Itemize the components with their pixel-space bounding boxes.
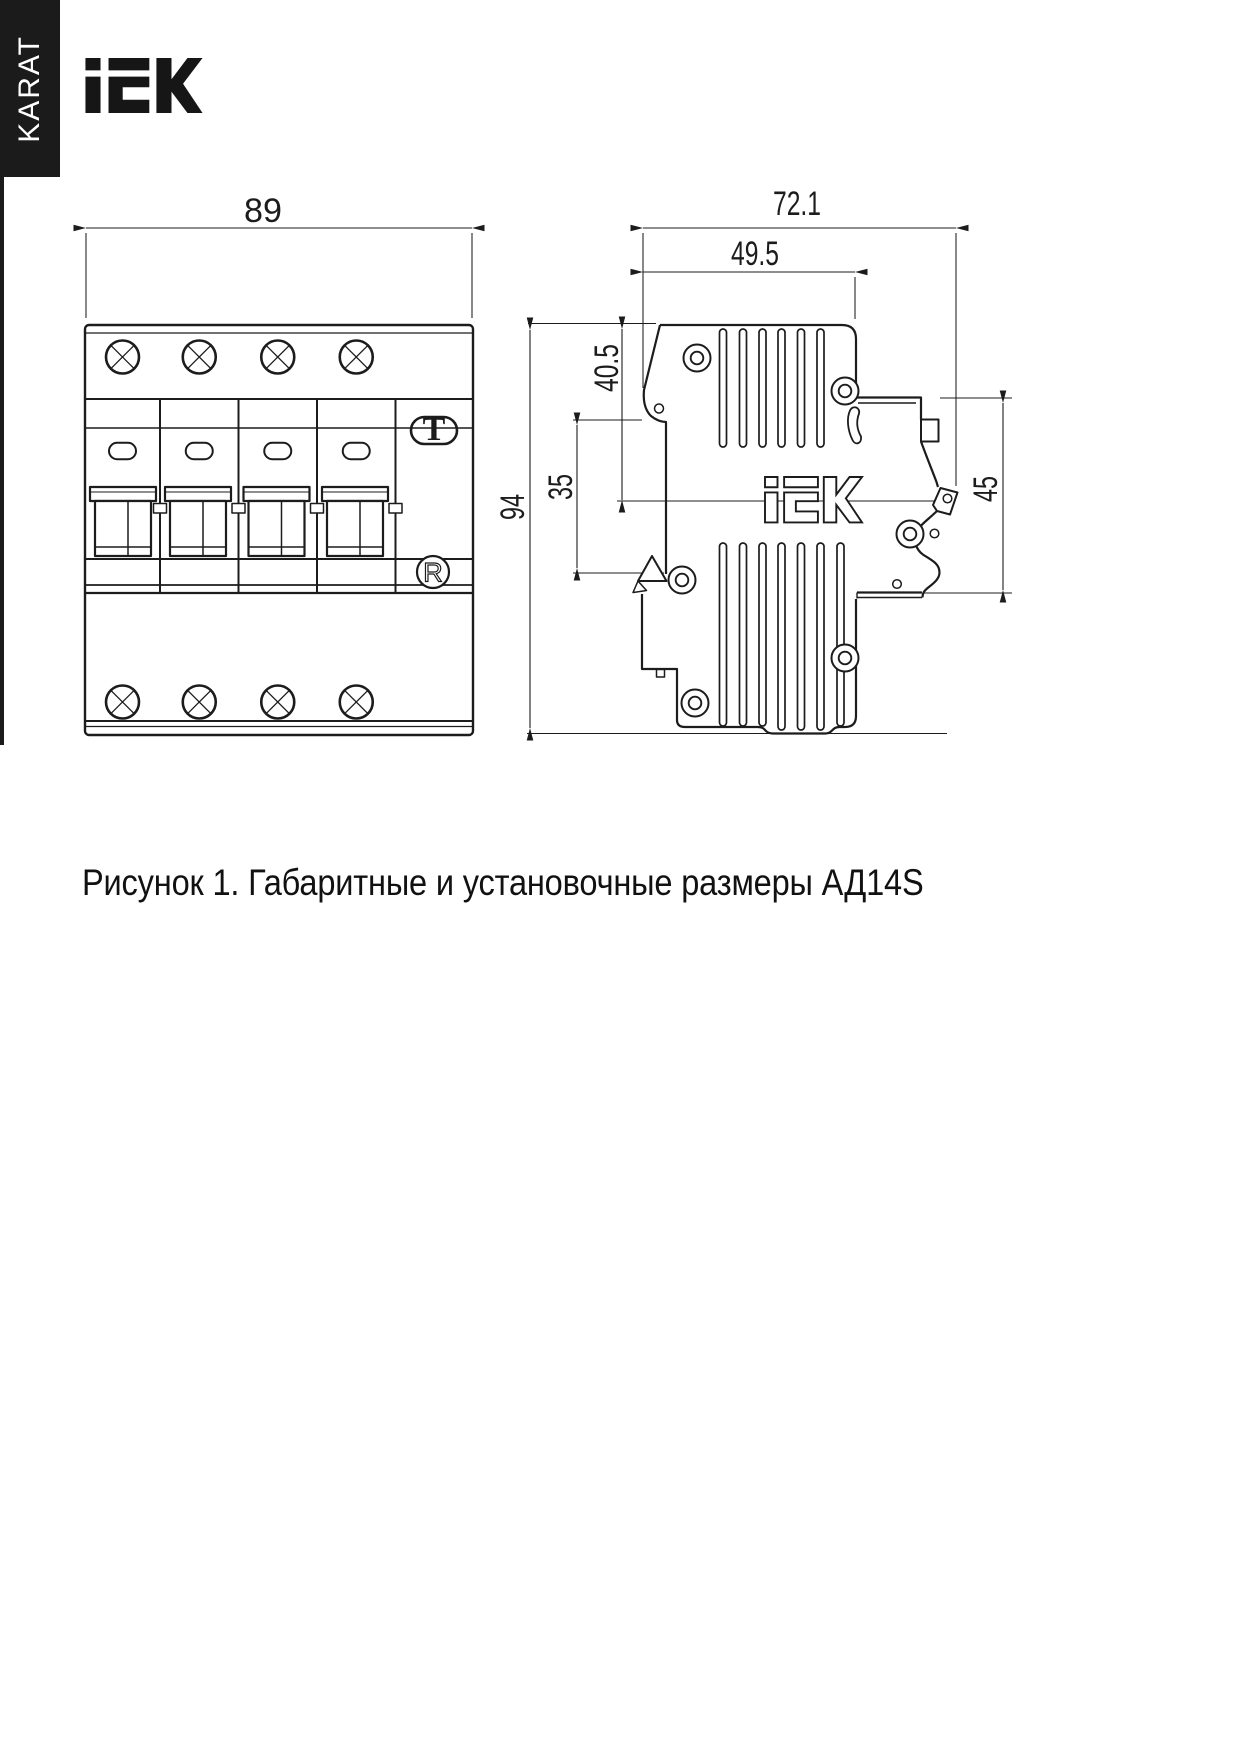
screw-icon [183,686,216,719]
release-slot [848,407,861,443]
pole-link-pin [311,504,324,514]
front-width-dimension [86,192,472,318]
clip-arrow-fold [633,581,647,593]
side-dimensions [494,185,1012,734]
screw-head-icon [897,521,924,548]
karat-label: KARAT [13,34,46,143]
front-view [85,192,473,735]
pole-link-pin [232,504,245,514]
dim-94-label: 94 [494,482,532,520]
screw-icon [340,341,373,374]
bottom-clip-tab [657,670,665,678]
toggle-handle [322,487,388,556]
housing-screws [669,345,924,717]
toggle-handle [244,487,310,556]
registered-mark-label: R [423,557,443,588]
pilot-hole [655,404,664,413]
iek-embossed-logo [765,477,862,522]
screw-icon [261,341,294,374]
registered-mark-icon [417,556,449,588]
pilot-hole [893,580,902,589]
dim-49-5-label: 49.5 [731,235,779,273]
screw-icon [106,341,139,374]
dim-45-label: 45 [967,464,1005,502]
dim-40-5-label: 40.5 [588,325,626,392]
rail-guide-tab [921,420,939,442]
screw-head-icon [669,567,696,594]
test-button-label: T [422,411,446,448]
test-button [411,411,457,448]
toggle-handle [165,487,231,556]
screw-head-icon [832,645,859,672]
vent-fins [720,329,845,730]
pilot-hole [930,529,939,538]
screw-head-icon [832,378,859,405]
dim-72-1-label: 72.1 [773,185,821,223]
screw-icon [106,686,139,719]
top-terminal-screws [106,341,373,374]
clip-arrow [638,556,667,581]
screw-icon [340,686,373,719]
dim-35-label: 35 [542,462,580,500]
pole-link-pin [154,504,167,514]
toggle-handles [90,487,402,556]
bottom-terminal-screws [106,686,373,719]
side-view [494,185,1012,734]
screw-icon [261,686,294,719]
pole-link-pin [389,504,402,514]
toggle-handle [90,487,156,556]
dim-89-label: 89 [244,192,282,230]
figure-caption: Рисунок 1. Габаритные и установочные размеры АД14S [82,862,924,903]
screw-icon [183,341,216,374]
screw-head-icon [684,345,711,372]
screw-head-icon [682,690,709,717]
